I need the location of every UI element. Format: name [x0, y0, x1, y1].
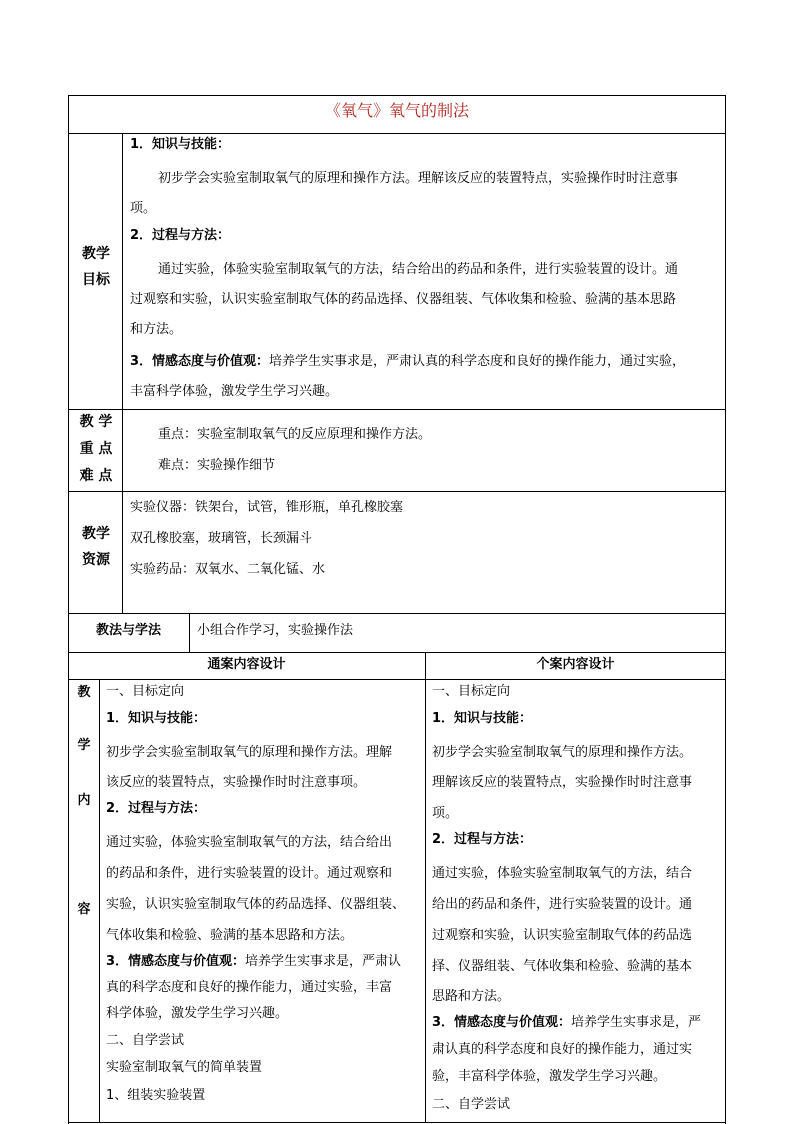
- left-line: [106, 953, 401, 971]
- resources-line2: 双孔橡胶塞，玻璃管，长颈漏斗: [130, 531, 313, 546]
- keypoints-label-line2: 重 点: [79, 441, 113, 457]
- side-label-char2: 学: [77, 738, 91, 753]
- right-line: 给出的药品和条件，进行实验装置的设计。通: [432, 897, 693, 912]
- resources-label-line1: 教学: [82, 526, 110, 542]
- emotion-line2: 丰富科学体验，激发学生学习兴趣。: [130, 384, 339, 399]
- key-point: 重点：实验室制取氧气的反应原理和操作方法。: [158, 427, 432, 442]
- emotion-heading: 3．情感态度与价值观：: [130, 354, 270, 369]
- left-line: 的药品和条件，进行实验装置的设计。通过观察和: [106, 866, 393, 881]
- goals-label: [70, 244, 122, 290]
- resources-line3: 实验药品：双氧水、二氧化锰、水: [130, 562, 326, 577]
- keypoints-label: [70, 409, 122, 490]
- left-line: 一、目标定向: [106, 684, 185, 699]
- right-line: 验，丰富科学体验，激发学生学习兴趣。: [432, 1069, 667, 1084]
- goals-label-line1: 教学: [82, 246, 110, 262]
- right-line: 肃认真的科学态度和良好的操作能力，通过实: [432, 1042, 693, 1057]
- individual-design-header: 个案内容设计: [536, 657, 615, 672]
- methods-label: 教法与学法: [95, 623, 161, 638]
- left-line: 1．知识与技能：: [106, 711, 207, 726]
- right-line: 二、自学尝试: [432, 1097, 511, 1112]
- right-emotion-text: 培养学生实事求是，严: [571, 1015, 702, 1030]
- right-emotion-heading: 3．情感态度与价值观：: [432, 1015, 572, 1030]
- knowledge-heading: 1．知识与技能：: [130, 137, 231, 152]
- process-line2: 过观察和实验，认识实验室制取气体的药品选择、仪器组装、气体收集和检验、验满的基本思路: [130, 292, 677, 307]
- right-line: 项。: [432, 806, 459, 821]
- left-line: 该反应的装置特点，实验操作时时注意事项。: [106, 775, 367, 790]
- side-label-char3: 内: [77, 793, 91, 808]
- emotion-line1: [130, 353, 685, 371]
- side-label-char1: 教: [77, 685, 91, 700]
- right-line: 过观察和实验，认识实验室制取气体的药品选: [432, 928, 693, 943]
- left-line: 初步学会实验室制取氧气的原理和操作方法。理解: [106, 745, 393, 760]
- left-line: 1、组装实验装置: [106, 1088, 206, 1103]
- right-line: 2．过程与方法：: [432, 832, 533, 847]
- methods-value: 小组合作学习，实验操作法: [197, 623, 354, 638]
- left-line: 真的科学态度和良好的操作能力，通过实验，丰富: [106, 980, 393, 995]
- left-emotion-heading: 3．情感态度与价值观：: [106, 954, 246, 969]
- right-line: 1．知识与技能：: [432, 711, 533, 726]
- left-emotion-text: 培养学生实事求是，严肃认: [245, 954, 402, 969]
- left-line: 气体收集和检验、验满的基本思路和方法。: [106, 928, 354, 943]
- left-line: 二、自学尝试: [106, 1033, 185, 1048]
- right-line: 思路和方法。: [432, 989, 511, 1004]
- left-line: 实验室制取氧气的简单装置: [106, 1060, 263, 1075]
- emotion-text1: 培养学生实事求是，严肃认真的科学态度和良好的操作能力，通过实验，: [269, 354, 686, 369]
- right-line: 通过实验，体验实验室制取氧气的方法，结合: [432, 866, 693, 881]
- left-line: 通过实验，体验实验室制取氧气的方法，结合给出: [106, 835, 393, 850]
- keypoints-label-line1: 教 学: [79, 414, 113, 430]
- process-line3: 和方法。: [130, 322, 183, 337]
- common-design-header: 通案内容设计: [207, 657, 286, 672]
- resources-label: [70, 524, 122, 570]
- left-line: 科学体验，激发学生学习兴趣。: [106, 1006, 289, 1021]
- process-heading: 2．过程与方法：: [130, 228, 231, 243]
- resources-line1: 实验仪器：铁架台，试管，锥形瓶，单孔橡胶塞: [130, 500, 404, 515]
- right-line: 初步学会实验室制取氧气的原理和操作方法。: [432, 745, 693, 760]
- process-line1: 通过实验，体验实验室制取氧气的方法，结合给出的药品和条件，进行实验装置的设计。通: [158, 262, 679, 277]
- knowledge-line1: 初步学会实验室制取氧气的原理和操作方法。理解该反应的装置特点，实验操作时时注意事: [158, 171, 679, 186]
- left-line: 2．过程与方法：: [106, 801, 207, 816]
- hard-point: 难点：实验操作细节: [158, 458, 276, 473]
- right-line: 择、仪器组装、气体收集和检验、验满的基本: [432, 959, 693, 974]
- side-label-char4: 容: [77, 902, 91, 917]
- resources-label-line2: 资源: [82, 552, 110, 568]
- keypoints-label-line3: 难 点: [79, 468, 113, 484]
- right-line: 理解该反应的装置特点，实验操作时时注意事: [432, 775, 693, 790]
- goals-label-line2: 目标: [82, 272, 110, 288]
- left-line: 实验，认识实验室制取气体的药品选择、仪器组装、: [106, 897, 406, 912]
- right-line: 一、目标定向: [432, 684, 511, 699]
- page-title: 《氧气》氧气的制法: [324, 101, 469, 120]
- right-line: [432, 1014, 701, 1032]
- knowledge-line2: 项。: [130, 201, 157, 216]
